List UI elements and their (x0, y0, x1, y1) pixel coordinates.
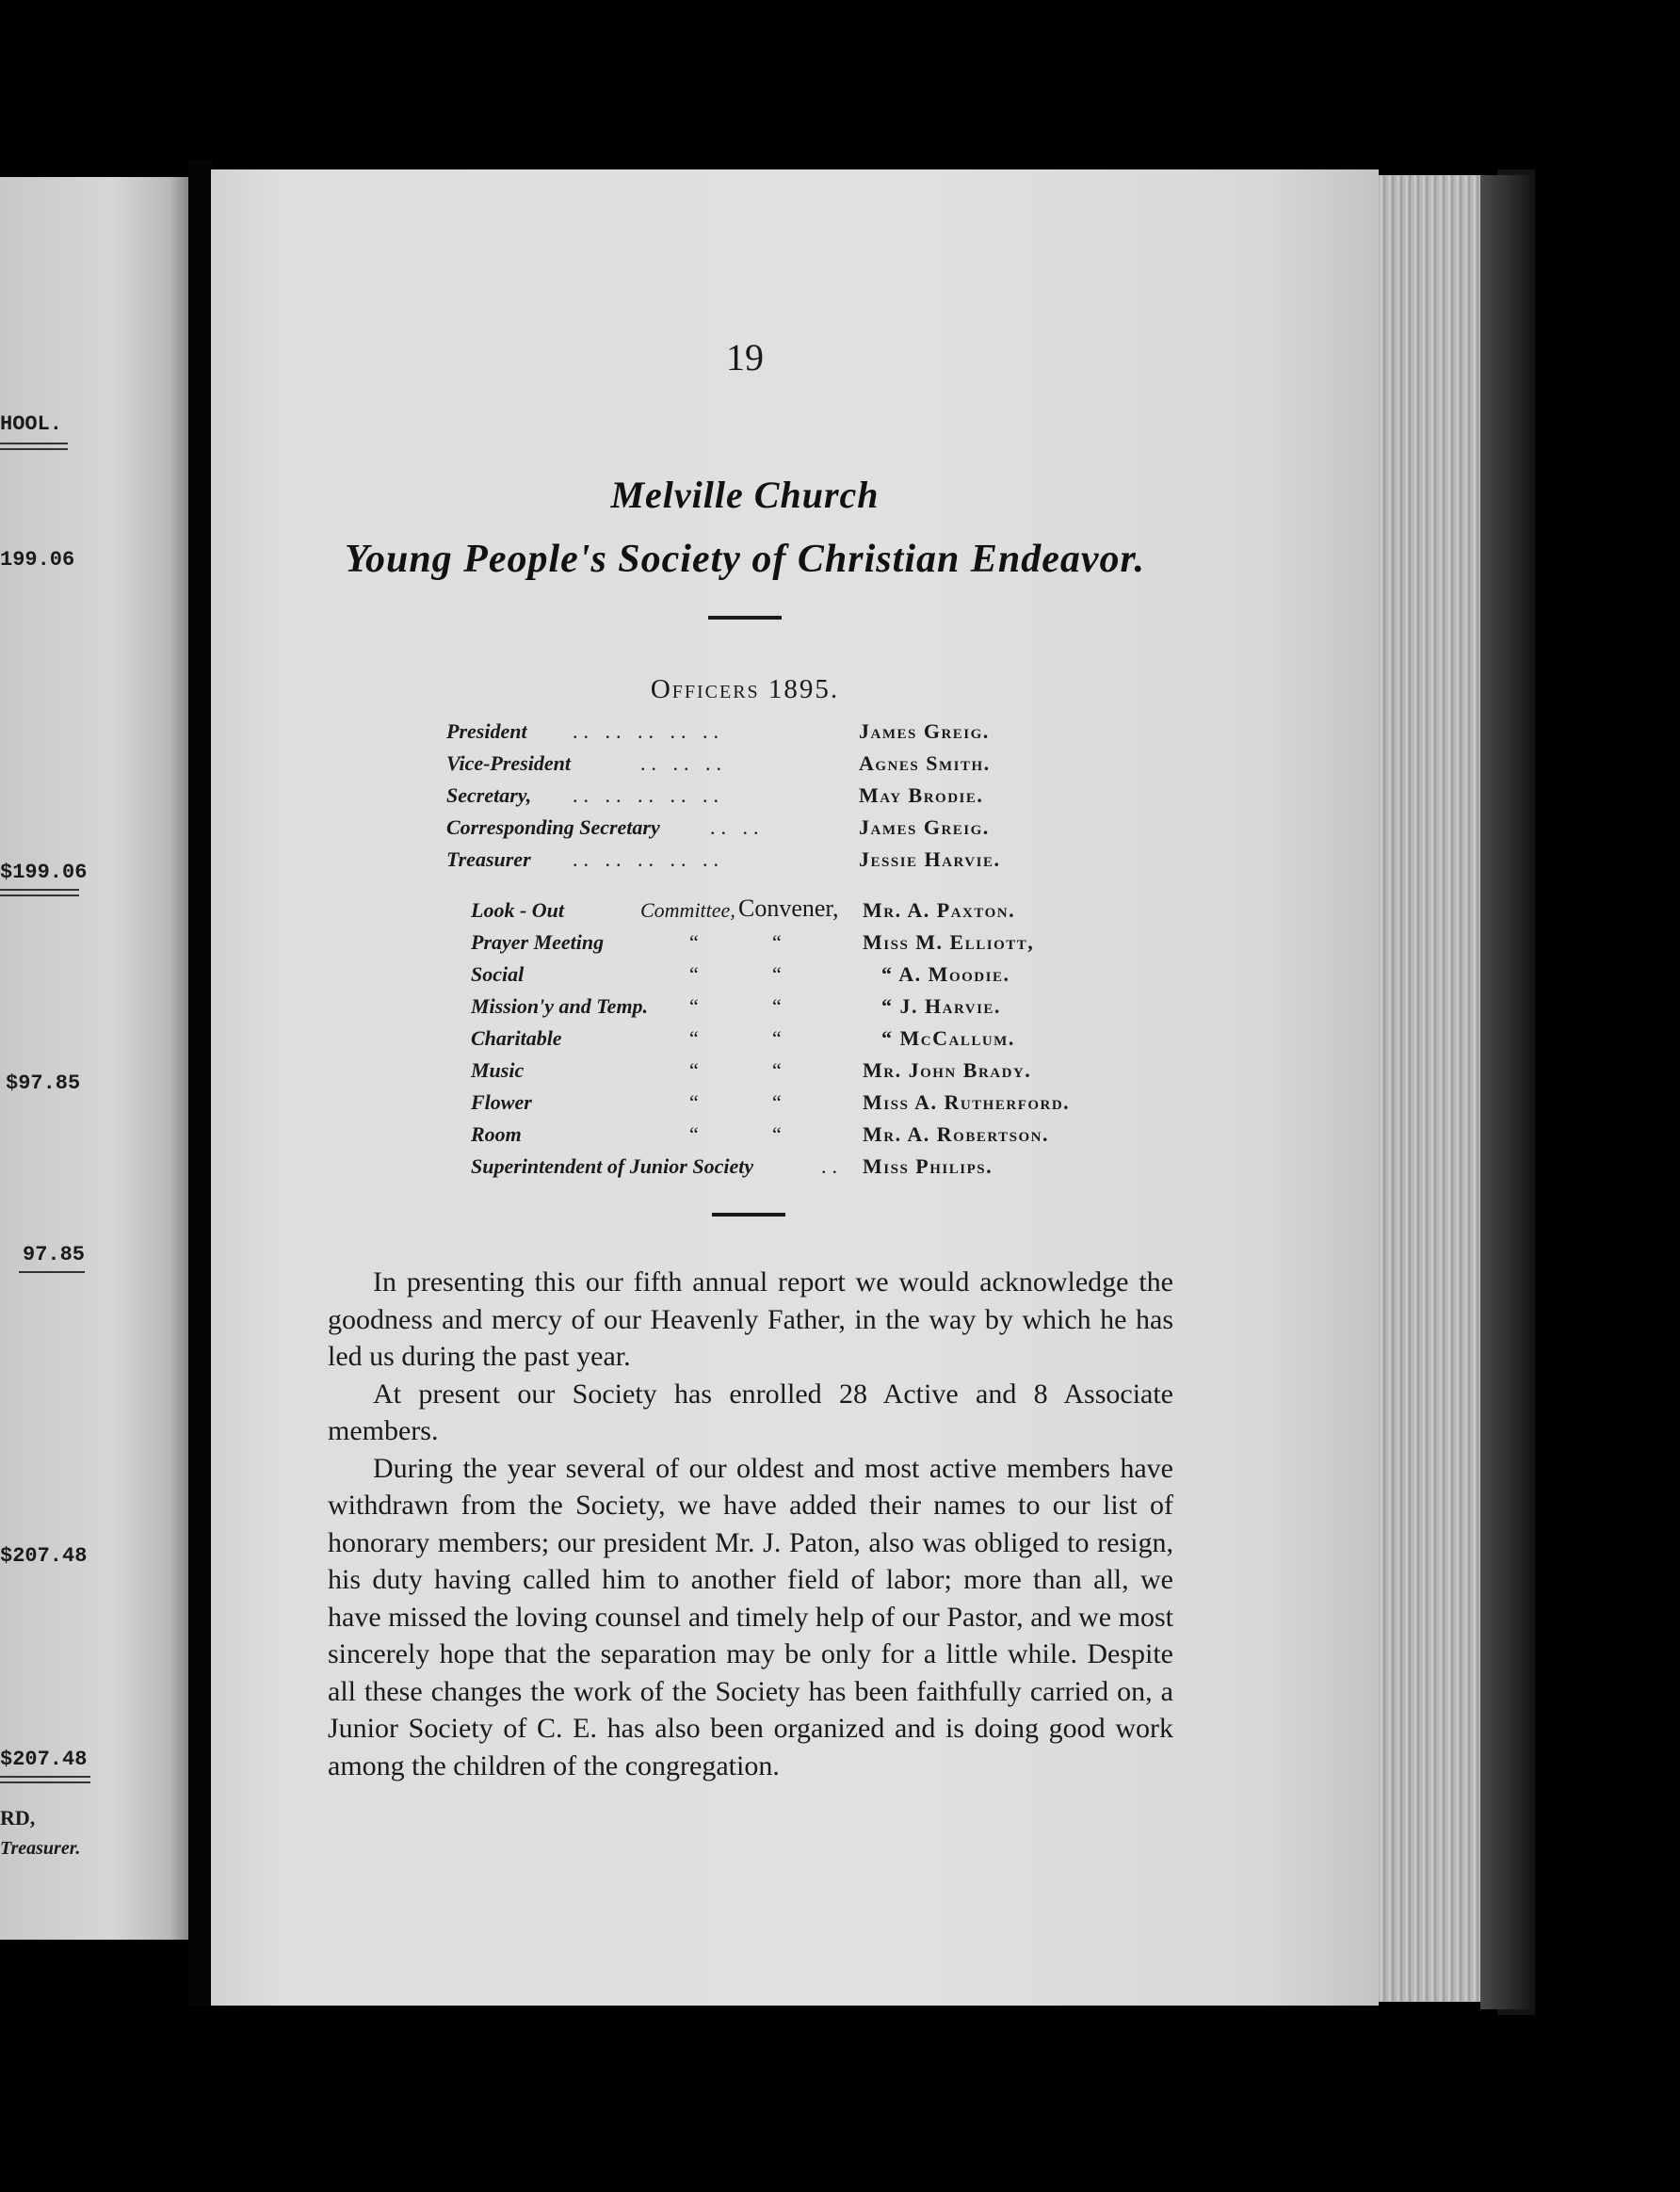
ditto-mark: “ (772, 1026, 782, 1050)
left-amount: $97.85 (6, 1072, 81, 1095)
officer-name: Agnes Smith. (859, 751, 991, 775)
left-heading-fragment: HOOL. (0, 412, 63, 436)
committee-role: Music (471, 1058, 525, 1082)
left-signature-fragment: RD, (0, 1806, 36, 1829)
officer-name: May Brodie. (859, 783, 984, 807)
committee-member: Mr. A. Robertson. (863, 1122, 1049, 1146)
committee-member: Mr. John Brady. (863, 1058, 1032, 1082)
title-church: Melville Church (610, 474, 880, 516)
leader-dots: .. .. .. (640, 751, 727, 775)
left-facing-page (0, 177, 188, 1940)
left-rule (19, 1271, 85, 1273)
committee-label: Committee, (640, 898, 735, 922)
leader-dots: .. .. .. .. .. (573, 783, 724, 807)
committee-role: Flower (471, 1090, 532, 1114)
committee-role: Prayer Meeting (471, 930, 605, 954)
ditto-mark: “ (689, 962, 699, 986)
left-amount: $207.48 (0, 1748, 88, 1771)
ditto-mark: “ (689, 930, 699, 954)
left-rule (0, 1776, 90, 1783)
paragraph: During the year several of our oldest and most active members have withdrawn from the Society, we have added their names to our list of honorary members; our president Mr. J. Paton, also was obliged to resign, his duty having called him to another field of labor; more than all, we have missed the loving counsel and timely help of our Pastor, and we most sincerely hope that the separation may be only for a little while. Despite all these changes the work of the Society has been faithfully carried on, a Junior Society of C. E. has also been organized and is doing good work among the children of the congregation. (328, 1452, 1173, 1781)
left-signature-title: Treasurer. (0, 1838, 81, 1859)
officers-heading: Officers 1895. (650, 674, 840, 704)
left-rule (0, 889, 79, 896)
officer-role: President (446, 719, 527, 743)
committee-member: Miss A. Rutherford. (863, 1090, 1071, 1114)
paragraph: At present our Society has enrolled 28 Active and 8 Associate members. (328, 1378, 1173, 1446)
committee-role: Superintendent of Junior Society (471, 1154, 754, 1178)
committee-role: Look - Out (471, 898, 564, 922)
officer-role: Corresponding Secretary (446, 815, 660, 839)
title-society: Young People's Society of Christian Endeavor. (344, 538, 1146, 581)
committee-member: Miss Philips. (863, 1154, 993, 1178)
left-amount: 97.85 (23, 1243, 86, 1266)
ditto-mark: “ (772, 1122, 782, 1146)
ditto-mark: “ (772, 994, 782, 1018)
ditto-mark: “ (689, 1058, 699, 1082)
officer-row (446, 719, 527, 744)
leader-dots: .. (821, 1154, 843, 1178)
paragraph: In presenting this our fifth annual report we would acknowledge the goodness and mercy of our Heavenly Father, in the way by which he has led us during the past year. (328, 1266, 1173, 1372)
ditto-mark: “ (689, 1122, 699, 1146)
committee-member: “ J. Harvie. (881, 994, 1001, 1018)
committee-member: Mr. A. Paxton. (863, 898, 1016, 922)
left-rule (0, 443, 68, 450)
leader-dots: .. .. (710, 815, 765, 839)
committee-role: Social (471, 962, 525, 986)
page-stack-edge (1379, 175, 1480, 2002)
committee-role: Charitable (471, 1026, 562, 1050)
officer-name: James Greig. (859, 815, 990, 839)
page-number: 19 (726, 336, 764, 379)
committee-role: Room (471, 1122, 522, 1146)
ditto-mark: “ (772, 962, 782, 986)
officer-role: Treasurer (446, 847, 531, 871)
officer-row (446, 783, 531, 808)
officer-role: Secretary, (446, 783, 532, 807)
committee-member: “ A. Moodie. (881, 962, 1010, 986)
page-stack-shadow (1480, 175, 1529, 2009)
officer-row (446, 815, 660, 840)
committee-member: “ McCallum. (881, 1026, 1015, 1050)
left-amount: $207.48 (0, 1544, 88, 1568)
officer-row (446, 751, 571, 776)
leader-dots: .. .. .. .. .. (573, 719, 724, 743)
officer-name: James Greig. (859, 719, 990, 743)
convener-label: Convener, (738, 895, 839, 922)
ditto-mark: “ (689, 1026, 699, 1050)
ditto-mark: “ (689, 994, 699, 1018)
report-body (328, 1264, 1173, 1784)
officer-name: Jessie Harvie. (859, 847, 1001, 871)
left-amount: 199.06 (0, 548, 75, 572)
leader-dots: .. .. .. .. .. (573, 847, 724, 871)
ditto-mark: “ (772, 1090, 782, 1114)
section-rule (712, 1213, 785, 1217)
ditto-mark: “ (772, 930, 782, 954)
book-gutter (188, 160, 213, 2006)
ditto-mark: “ (689, 1090, 699, 1114)
left-amount: $199.06 (0, 861, 88, 884)
committee-member: Miss M. Elliott, (863, 930, 1035, 954)
committee-role: Mission'y and Temp. (471, 994, 649, 1018)
ditto-mark: “ (772, 1058, 782, 1082)
title-rule (708, 616, 782, 620)
officer-role: Vice-President (446, 751, 571, 775)
officer-row (446, 847, 531, 872)
